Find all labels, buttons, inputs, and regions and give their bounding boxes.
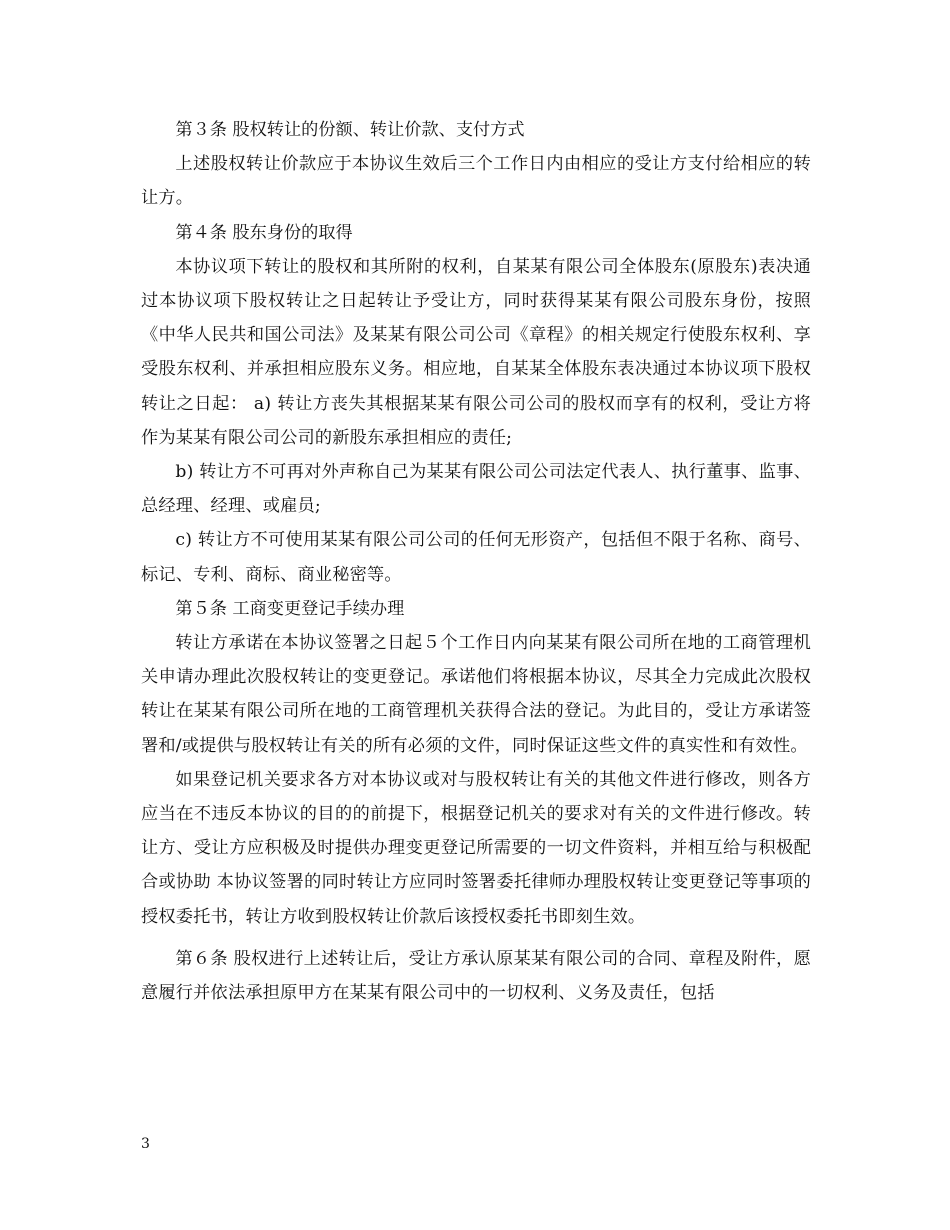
article-4-item-c: c) 转让方不可使用某某有限公司公司的任何无形资产，包括但不限于名称、商号、标记、专利、商标、商业秘密等。 [141,530,811,585]
article-3-heading: 第３条 股权转让的份额、转让价款、支付方式 [175,120,525,140]
paragraph-spacer [141,934,811,942]
article-5-registration-paragraph: 转让方承诺在本协议签署之日起５个工作日内向某某有限公司所在地的工商管理机关申请办理此次股权转让的变更登记。承诺他们将根据本协议，尽其全力完成此次股权转让在某某有限公司所在地的工商管理机关获得合法的登记。为此目的，受让方承诺签署和/或提供与股权转让有关的所有必须的文件，同时保证这些文件的真实性和有效性。 [141,633,811,756]
page-number: 3 [141,1136,150,1152]
article-3-payment-paragraph: 上述股权转让价款应于本协议生效后三个工作日内由相应的受让方支付给相应的转让方。 [141,154,811,209]
article-5-heading: 第５条 工商变更登记手续办理 [175,598,405,619]
article-4-rights-paragraph: 本协议项下转让的股权和其所附的权利，自某某有限公司全体股东(原股东)表决通过本协议项下股权转让之日起转让予受让方，同时获得某某有限公司股东身份，按照《中华人民共和国公司法》及某某有限公司公司《章程》的相关规定行使股东权利、享受股东权利、并承担相应股东义务。相应地，自某某全体股东表决通过本协议项下股权转让之日起： a) 转让方丧失其根据某某有限公司公司的股权而享有的权利，受让方将作为某某有限公司公司的新股东承担相应的责任; [141,256,811,448]
article-5-modification-paragraph: 如果登记机关要求各方对本协议或对与股权转让有关的其他文件进行修改，则各方应当在不违反本协议的目的的前提下，根据登记机关的要求对有关的文件进行修改。转让方、受让方应积极及时提供办理变更登记所需要的一切文件资料，并相互给与积极配合或协助 本协议签署的同时转让方应同时签署委托律师办理股权转让变更登记等事项的授权委托书，转让方收到股权转让价款后该授权委托书即刻生效。 [141,769,811,927]
article-4-heading: 第４条 股东身份的取得 [175,222,353,243]
article-6-paragraph: 第６条 股权进行上述转让后，受让方承认原某某有限公司的合同、章程及附件，愿意履行并依法承担原甲方在某某有限公司中的一切权利、义务及责任，包括 [141,948,811,1004]
article-4-item-b: b) 转让方不可再对外声称自己为某某有限公司公司法定代表人、执行董事、监事、总经理、经理、或雇员; [141,462,811,517]
document-body [141,113,811,1010]
